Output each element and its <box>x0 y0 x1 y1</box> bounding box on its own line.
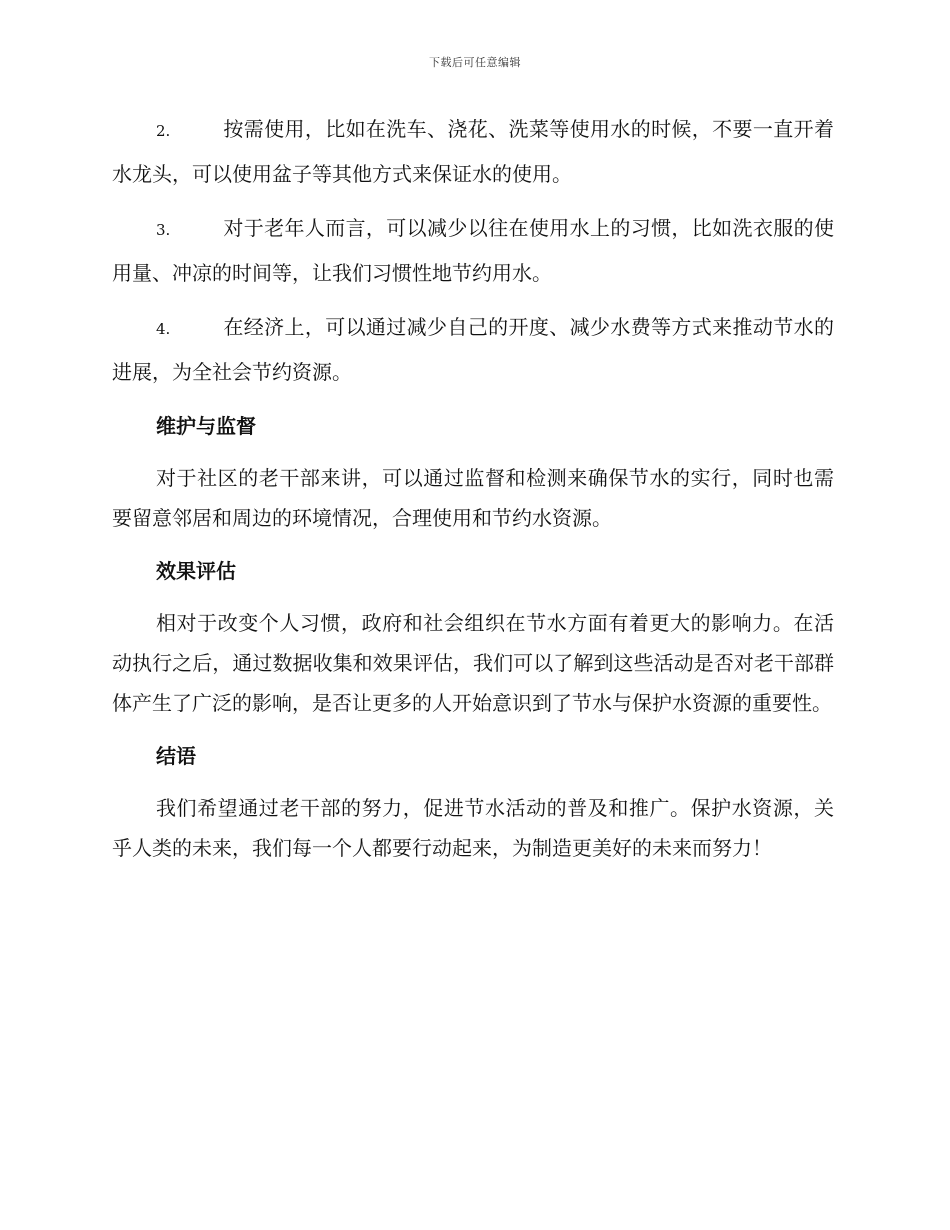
section-heading-conclusion: 结语 <box>156 744 196 768</box>
list-item <box>112 306 834 394</box>
section-heading-maintenance: 维护与监督 <box>156 414 256 438</box>
list-item-number: 2. <box>156 122 171 140</box>
list-item-text: 对于老年人而言，可以减少以往在使用水上的习惯，比如洗衣服的使用量、冲凉的时间等，让我们习惯性地节约用水。 <box>112 216 834 285</box>
list-item-text: 在经济上，可以通过减少自己的开度、减少水费等方式来推动节水的进展，为全社会节约资源。 <box>112 315 834 384</box>
section-paragraph-evaluation: 相对于改变个人习惯，政府和社会组织在节水方面有着更大的影响力。在活动执行之后，通过数据收集和效果评估，我们可以了解到这些活动是否对老干部群体产生了广泛的影响，是否让更多的人开始意识到了节水与保护水资源的重要性。 <box>112 611 834 715</box>
section-paragraph-maintenance: 对于社区的老干部来讲，可以通过监督和检测来确保节水的实行，同时也需要留意邻居和周边的环境情况，合理使用和节约水资源。 <box>112 466 834 530</box>
list-item-number: 4. <box>156 320 171 338</box>
section-paragraph-conclusion: 我们希望通过老干部的努力，促进节水活动的普及和推广。保护水资源，关乎人类的未来，我们每一个人都要行动起来，为制造更美好的未来而努力！ <box>112 796 834 860</box>
list-item-number: 3. <box>156 221 171 239</box>
section-heading-evaluation: 效果评估 <box>156 559 236 583</box>
document-body <box>112 108 834 880</box>
list-item <box>112 108 834 196</box>
page-header: 下载后可任意编辑 <box>429 56 521 69</box>
list-item-text: 按需使用，比如在洗车、浇花、洗菜等使用水的时候，不要一直开着水龙头，可以使用盆子等其他方式来保证水的使用。 <box>112 117 834 186</box>
list-item <box>112 207 834 295</box>
